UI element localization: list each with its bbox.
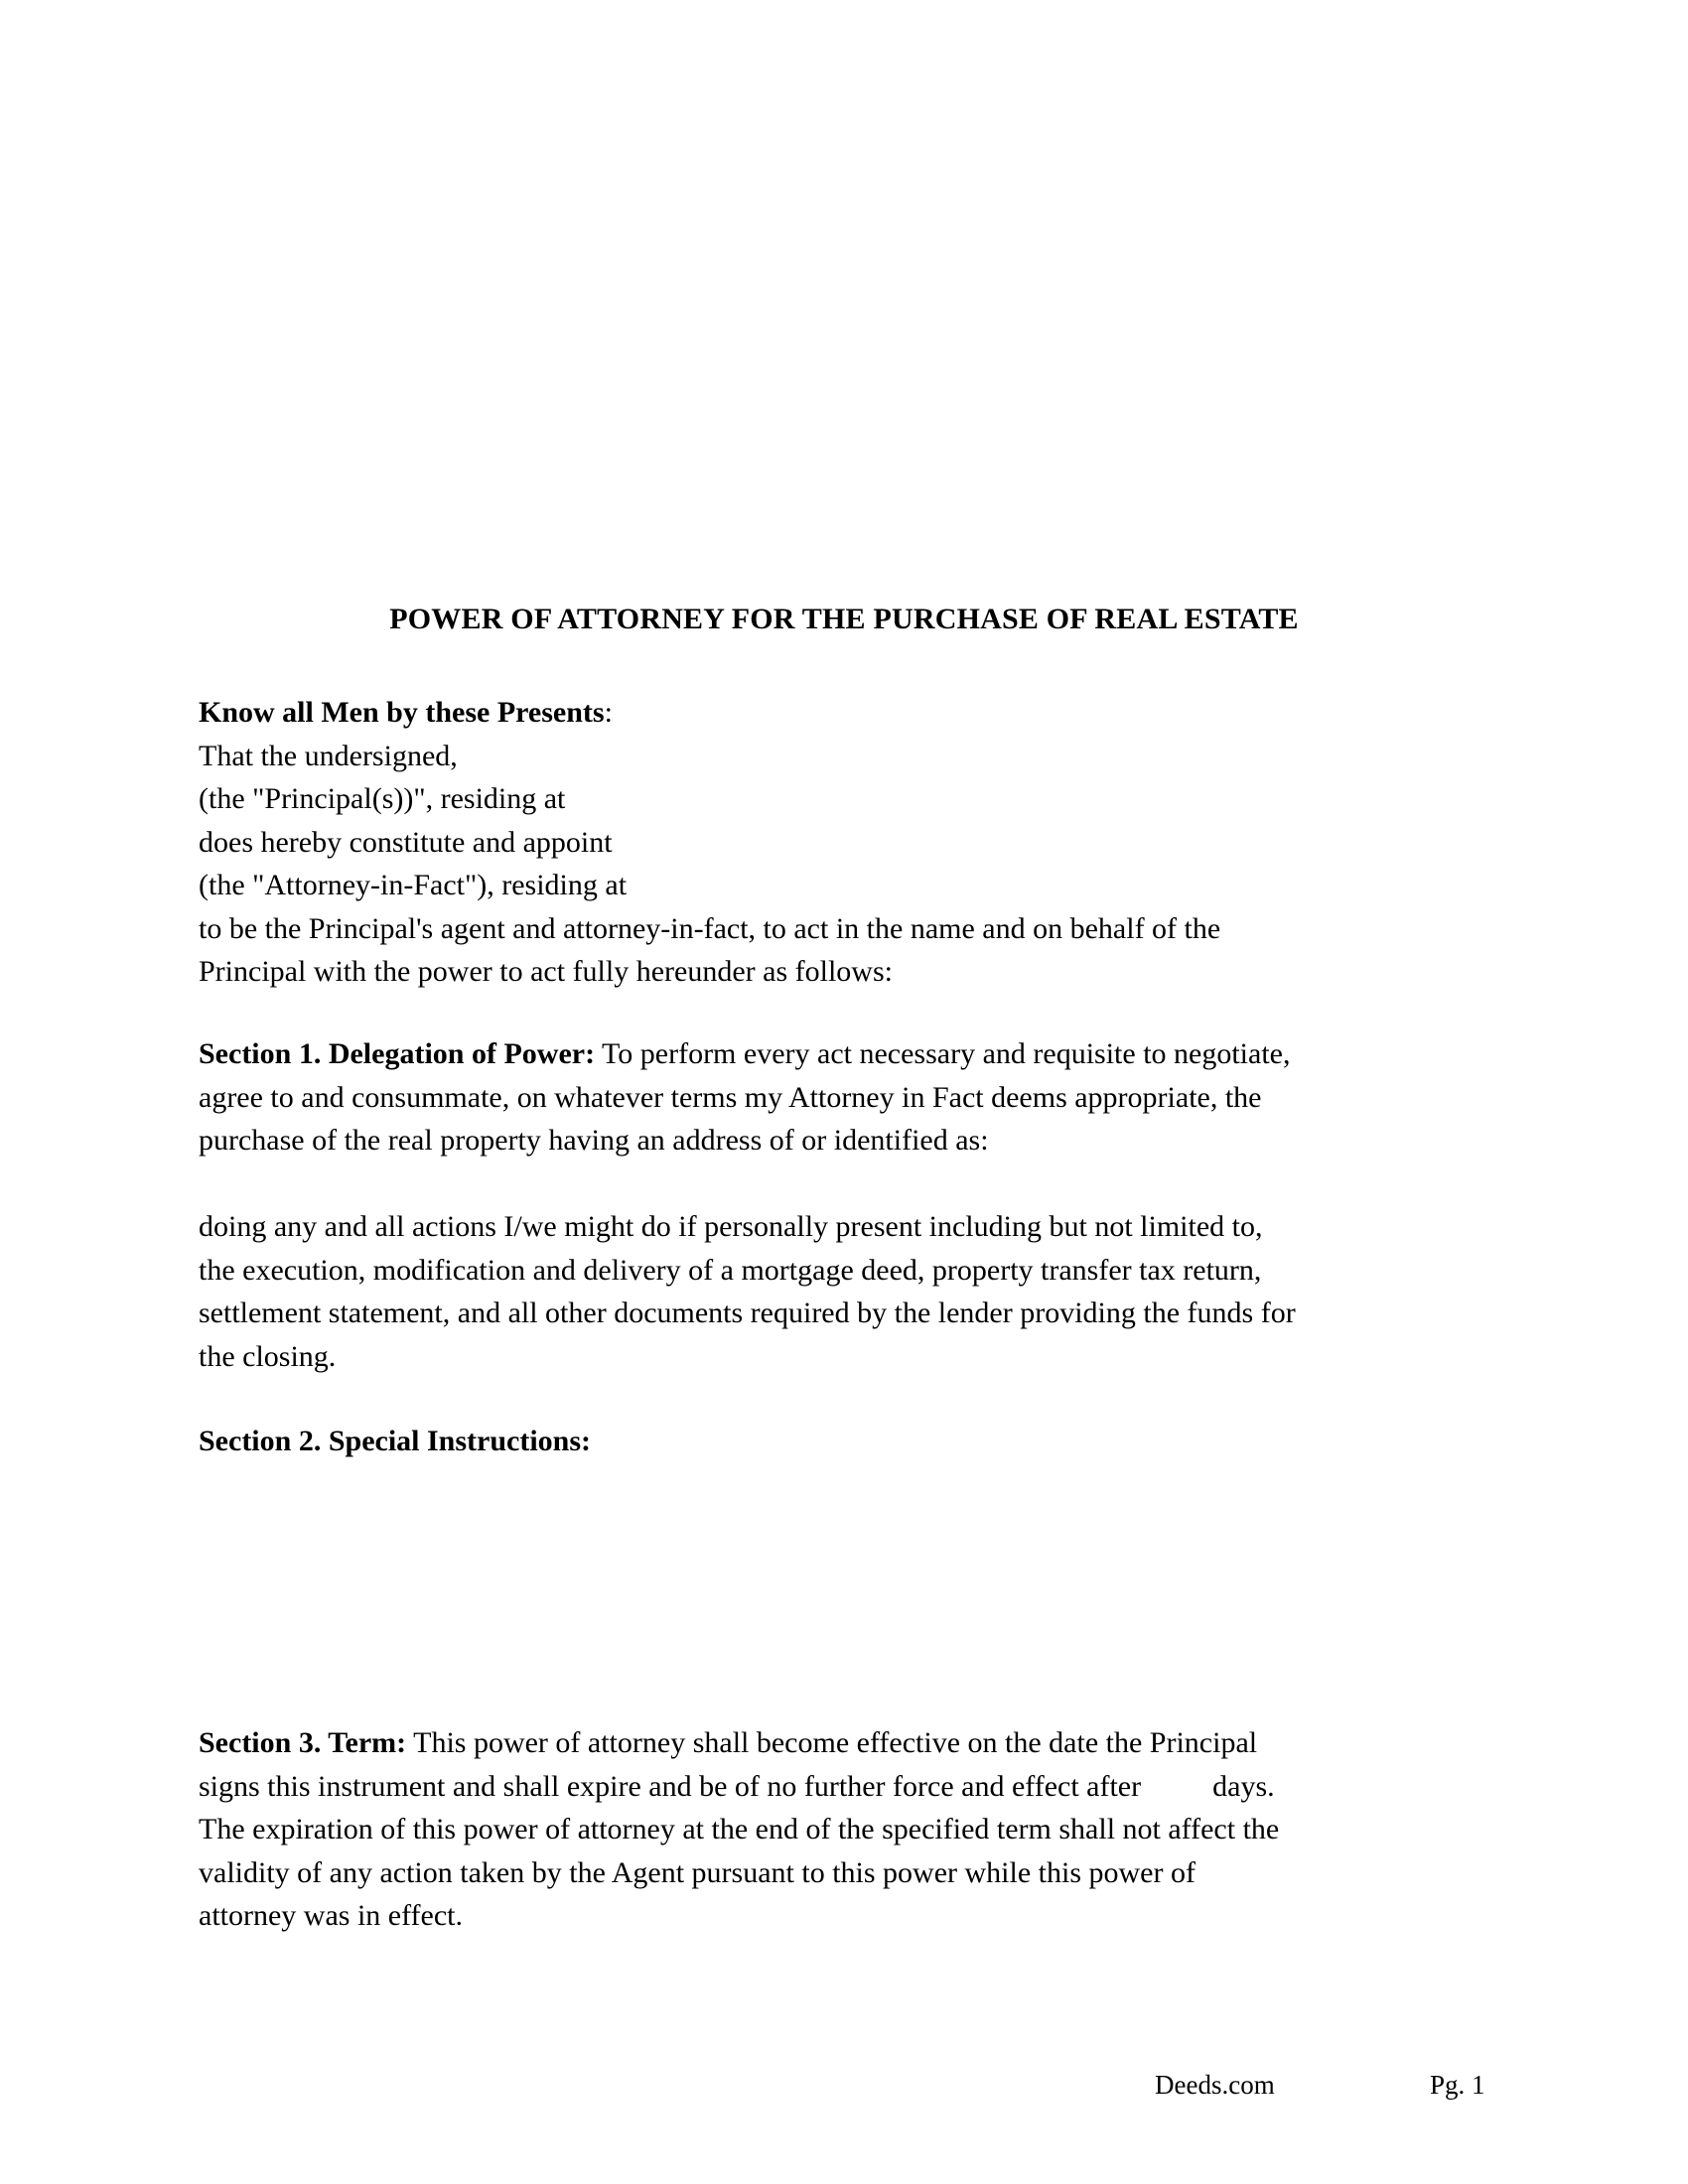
footer-site-name: Deeds.com [1155, 2070, 1275, 2100]
section-3-term-text: signs this instrument and shall expire and be of no further force and effect after [199, 1769, 1142, 1803]
section-3-line: attorney was in effect. [199, 1899, 464, 1932]
section-1-line: purchase of the real property having an address of or identified as: [199, 1124, 989, 1157]
section-1-continuation-line: settlement statement, and all other documents required by the lender providing the funds for [199, 1297, 1296, 1329]
preamble-heading-line [199, 691, 1430, 735]
section-1-first-line [199, 1032, 1430, 1076]
preamble-line: (the "Principal(s))", residing at [199, 782, 566, 815]
section-1-text: To perform every act necessary and requisite to negotiate, [595, 1037, 1291, 1070]
section-1-label: Section 1. Delegation of Power: [199, 1037, 596, 1070]
section-1-continuation [199, 1205, 1430, 1378]
section-3-line: validity of any action taken by the Agent pursuant to this power while this power of [199, 1855, 1196, 1889]
preamble-line: does hereby constitute and appoint [199, 825, 613, 859]
section-1-continuation-line: the closing. [199, 1339, 337, 1373]
footer-page-number: Pg. 1 [1430, 2070, 1485, 2100]
section-3-line: The expiration of this power of attorney at the end of the specified term shall not affect the [199, 1813, 1280, 1845]
preamble-heading-punct: : [604, 696, 613, 729]
section-2 [199, 1420, 1430, 1463]
section-3-text: This power of attorney shall become effective on the date the Principal [406, 1726, 1258, 1759]
preamble [199, 691, 1430, 994]
preamble-line: to be the Principal's agent and attorney-in-fact, to act in the name and on behalf of the [199, 911, 1221, 945]
section-3 [199, 1721, 1430, 1938]
section-3-days-label: days. [1212, 1769, 1275, 1803]
document-title: POWER OF ATTORNEY FOR THE PURCHASE OF REAL ESTATE [389, 603, 1299, 635]
section-3-first-line [199, 1721, 1430, 1765]
section-1-continuation-line: doing any and all actions I/we might do if personally present including but not limited to, [199, 1210, 1263, 1243]
preamble-line: (the "Attorney-in-Fact"), residing at [199, 869, 628, 901]
section-1 [199, 1032, 1430, 1162]
section-3-label: Section 3. Term: [199, 1726, 407, 1759]
preamble-line: That the undersigned, [199, 739, 458, 772]
section-1-continuation-line: the execution, modification and delivery of a mortgage deed, property transfer tax return, [199, 1253, 1262, 1287]
preamble-heading: Know all Men by these Presents [199, 696, 605, 729]
section-2-label: Section 2. Special Instructions: [199, 1425, 592, 1457]
section-1-line: agree to and consummate, on whatever terms my Attorney in Fact deems appropriate, the [199, 1080, 1262, 1114]
section-3-term-line [199, 1765, 1430, 1809]
preamble-line: Principal with the power to act fully hereunder as follows: [199, 955, 893, 988]
